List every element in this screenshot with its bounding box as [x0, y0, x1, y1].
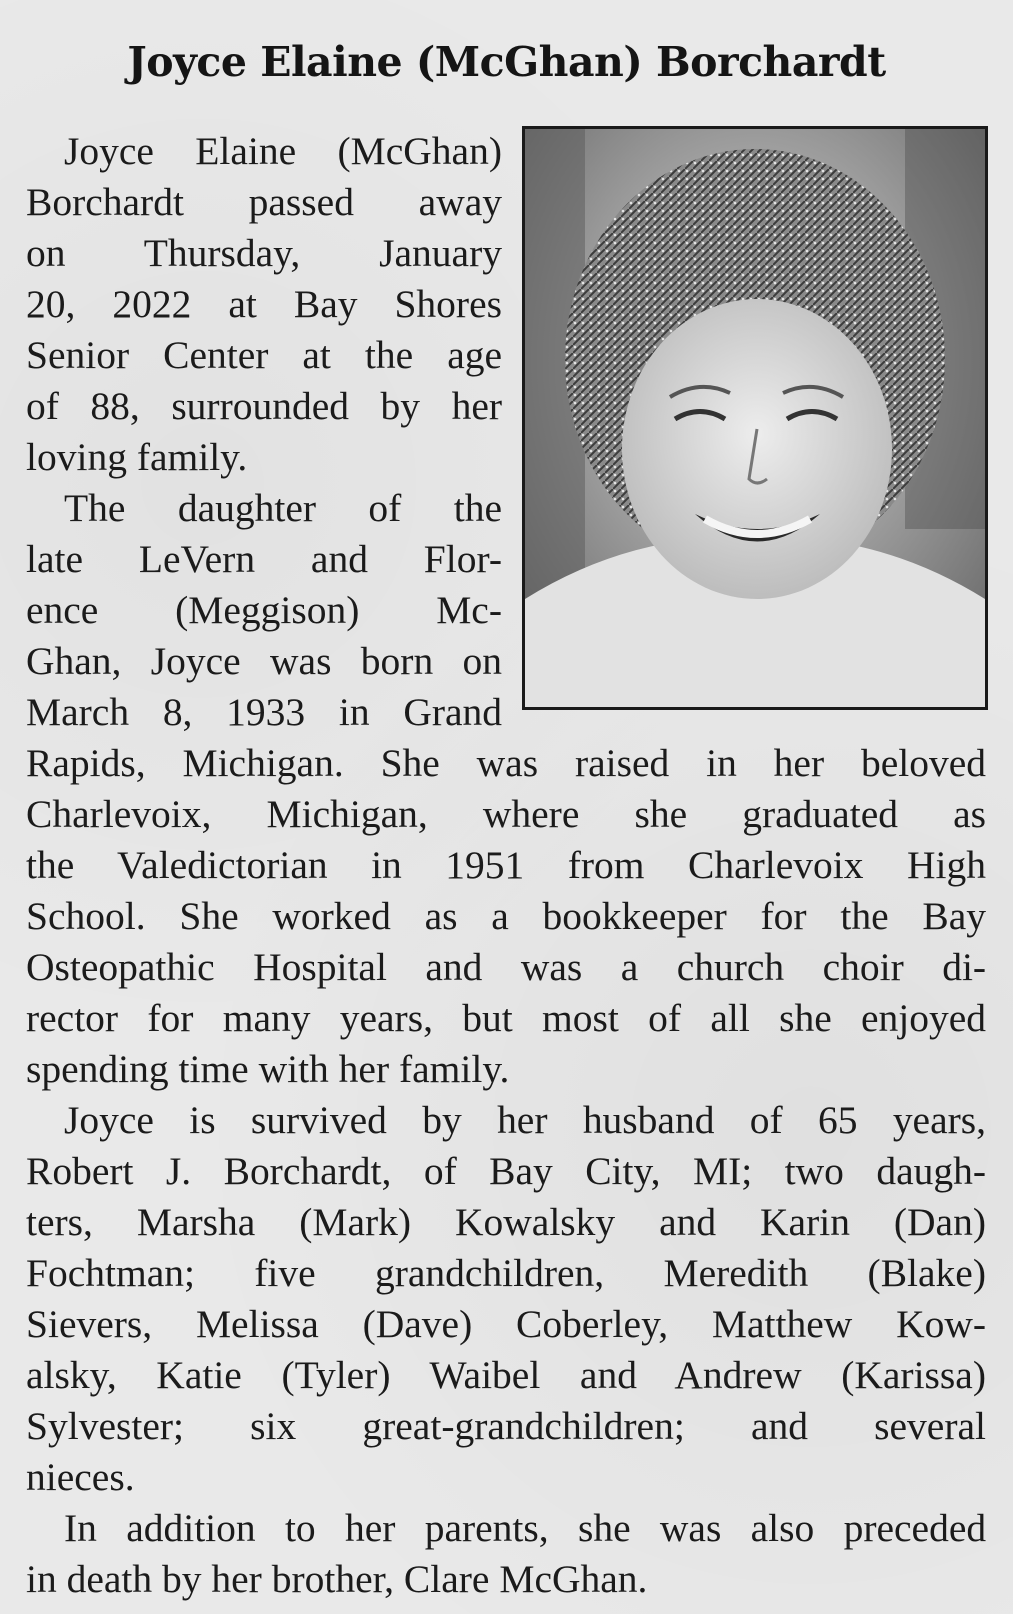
text-line: Sylvester; six great-grandchildren; and several: [26, 1404, 986, 1448]
text-line: loving family.: [26, 435, 248, 479]
text-line: in death by her brother, Clare McGhan.: [26, 1557, 648, 1601]
text-line: Osteopathic Hospital and was a church choir di-: [26, 945, 987, 989]
obituary-headline: Joyce Elaine (McGhan) Borchardt: [127, 38, 886, 86]
text-line: Fochtman; five grandchildren, Meredith (Blake): [26, 1251, 986, 1295]
portrait-photo: [522, 126, 988, 710]
text-line: nieces.: [26, 1455, 135, 1499]
text-line: In addition to her parents, she was also preceded: [64, 1506, 987, 1550]
text-line: Borchardt passed away: [26, 180, 502, 224]
text-line: spending time with her family.: [26, 1047, 510, 1091]
text-line: rector for many years, but most of all she enjoyed: [26, 996, 987, 1040]
obituary-column-text: [26, 126, 502, 738]
text-line: Charlevoix, Michigan, where she graduated as: [26, 792, 986, 836]
text-line: Joyce is survived by her husband of 65 years,: [64, 1098, 987, 1142]
text-line: alsky, Katie (Tyler) Waibel and Andrew (Karissa): [26, 1353, 986, 1397]
text-line: late LeVern and Flor-: [26, 537, 502, 581]
text-line: March 8, 1933 in Grand: [26, 690, 503, 734]
text-line: The daughter of the: [64, 486, 502, 530]
text-line: Sievers, Melissa (Dave) Coberley, Matthew Kow-: [26, 1302, 987, 1346]
portrait-photo-icon: [525, 129, 985, 707]
text-line: ters, Marsha (Mark) Kowalsky and Karin (Dan): [26, 1200, 986, 1244]
text-line: Robert J. Borchardt, of Bay City, MI; two daugh-: [26, 1149, 987, 1193]
text-line: ence (Meggison) Mc-: [26, 588, 502, 632]
text-line: School. She worked as a bookkeeper for the Bay: [26, 894, 986, 938]
text-line: 20, 2022 at Bay Shores: [26, 282, 502, 326]
obituary-full-text: [26, 738, 986, 1605]
text-line: on Thursday, January: [26, 231, 502, 275]
text-line: Senior Center at the age: [26, 333, 502, 377]
text-line: of 88, surrounded by her: [26, 384, 502, 428]
text-line: Rapids, Michigan. She was raised in her beloved: [26, 741, 986, 785]
text-line: the Valedictorian in 1951 from Charlevoix High: [26, 843, 986, 887]
text-line: Ghan, Joyce was born on: [26, 639, 503, 683]
text-line: Joyce Elaine (McGhan): [64, 129, 502, 173]
